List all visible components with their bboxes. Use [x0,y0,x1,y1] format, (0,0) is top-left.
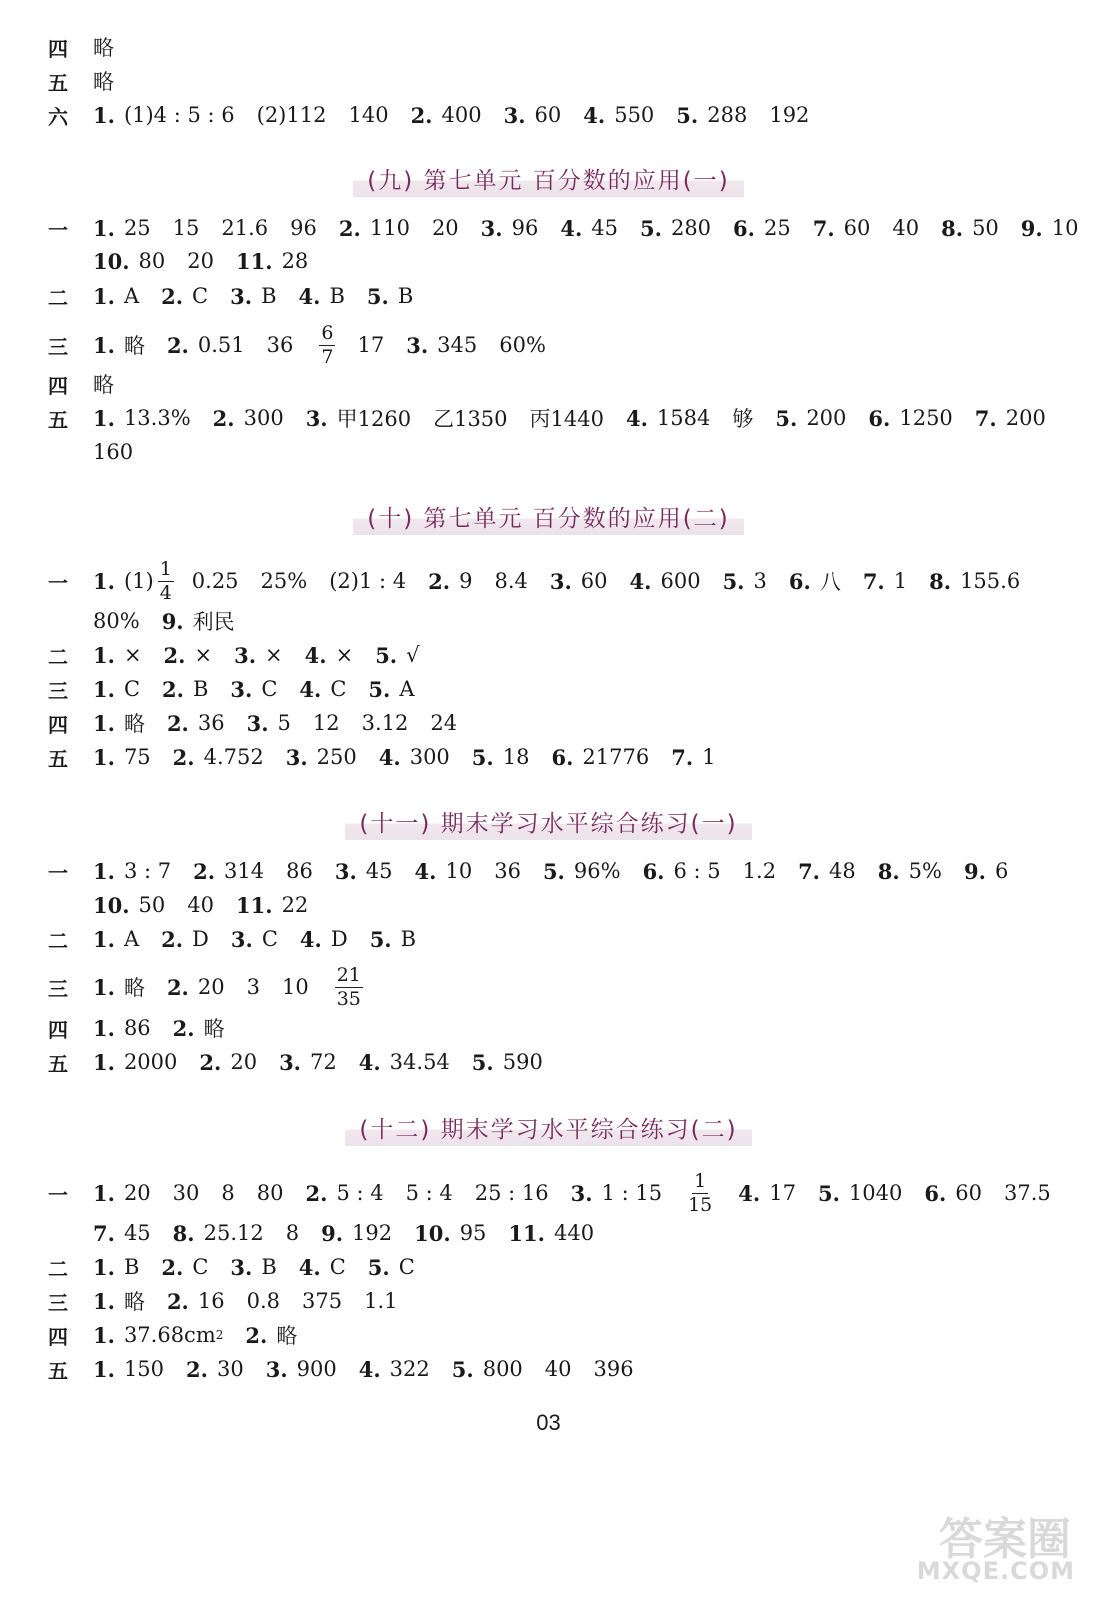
answer-item: 9. 10 [1020,215,1079,241]
answer-item: 1. × [93,642,142,668]
answers [93,643,442,668]
answer-item: 1. A [93,926,140,952]
answer-item: 5. B [369,926,417,952]
section-title: (十) 第七单元 百分数的应用(二) [353,498,744,535]
answer-item: 4. 550 [583,102,655,128]
answers [93,1050,565,1075]
answers: 1. 略 2. 0.51 36 $\frac{6}{7}$ 17 3. 345 60% [93,321,546,368]
section-11-header [0,803,1097,840]
answers [93,708,479,738]
answer-item: 2. 30 [186,1356,244,1382]
page-number: 03 [536,1410,561,1435]
answers [93,249,330,274]
answer-item: 4. × [304,642,354,668]
answer-item: 2. 16 0.8 375 1.1 [166,1288,398,1314]
answer-item: 4. 17 [738,1180,796,1206]
answer-item: 3. 72 [279,1049,337,1075]
answer-item: 1. 2000 [93,1049,178,1075]
answer-item: 8. 50 [941,215,999,241]
answer-item: 3. 45 [334,858,393,884]
answer-item: 3. C [230,926,278,952]
answer-item: 5. C [367,1254,415,1280]
answers [93,1013,247,1043]
section-title: (十一) 期末学习水平综合练习(一) [345,803,751,840]
answer-item: 3. 250 [285,744,357,770]
answers [93,927,438,952]
fraction: $\frac{6}{7}$ [321,321,334,368]
answer-item: 11. 440 [508,1220,595,1246]
answer-item: 5. B [366,283,414,309]
answer-item: 2. 110 20 [338,215,459,241]
answer-item: 3. B [230,1254,277,1280]
answer-item: 2. 314 86 [193,858,313,884]
answers [93,1255,437,1280]
answer-item: 4. 322 [358,1356,430,1382]
answer-item: 7. 45 [93,1220,151,1246]
answers [93,745,738,770]
answer-item: 2. 36 [166,710,225,736]
answer-item: 3. × [234,642,283,668]
answer-item: 2. 400 [410,102,482,128]
answer-item: 2. C [161,283,209,309]
answers [93,284,435,309]
answers [93,1286,420,1316]
answer-item: 4. 600 [629,568,701,594]
answer-item: 2. B [162,676,209,702]
answer-item: 2. 9 8.4 [428,568,528,594]
answer-item: 2. × [163,642,213,668]
answer-item: 8. 5% [877,858,942,884]
section-10-header [0,498,1097,535]
answer-item: 4. 300 [378,744,450,770]
answer-item: 6. 6 : 5 1.2 [642,858,777,884]
section-12-header [0,1109,1097,1146]
answer-item: 9. 192 [321,1220,393,1246]
answers: 1. 37.68cm 2 2. 略 [93,1322,298,1348]
answer-item: 7. 48 [798,858,856,884]
answer-item: 2. 略 [172,1015,225,1041]
answer-item: 7. 1 [862,568,908,594]
fraction: $\frac{21}{35}$ [336,963,361,1010]
answer-item: 10. 80 20 [93,248,215,274]
answer-item: 6. 1250 [868,405,953,431]
answer-item: 7. 60 40 [812,215,920,241]
answer-item: 5. A [368,676,415,702]
answer-item: 6. 21776 [551,744,650,770]
section-title: (九) 第七单元 百分数的应用(一) [353,160,744,197]
watermark-logo: 答案圈 MXQE.COM [916,1514,1075,1585]
answer-item: 5. 200 [775,405,847,431]
answer-item: 1. 75 [93,744,151,770]
answer-item: 2. C [161,1254,209,1280]
fraction: $\frac{1}{15}$ [688,1169,713,1216]
answer-item: 2. 20 [199,1049,258,1075]
answer-item: 8. 155.6 [929,568,1021,594]
answer-item: 1. 略 [93,1288,145,1314]
answer-item: 1. 86 [93,1015,151,1041]
answer-item: 11. 28 [236,248,309,274]
answer-item: 5. √ [375,642,420,668]
answer-item: 1. 略 [93,710,145,736]
section-9-header [0,160,1097,197]
answer-item: 3. B [230,283,277,309]
answer-item: 1. A [93,283,140,309]
answer-item: 5. 590 [471,1049,543,1075]
answers [93,677,437,702]
answer-item: 2. 4.752 [172,744,264,770]
answer-item: 1. C [93,676,141,702]
answer-item: 1. 150 [93,1356,165,1382]
answer-item: 2. D [161,926,209,952]
answers [93,1357,656,1382]
answer-item: 10. 50 40 [93,892,215,918]
answer-item: 11. 22 [236,892,309,918]
answer-item: 7. 1 [671,744,716,770]
answer-item: 6. 25 [733,215,791,241]
answers [93,103,831,128]
answer-item: 5. 18 [471,744,530,770]
answers [93,216,1097,241]
answer-item: 5. 3 [722,568,767,594]
answer-item: 3. 60 [549,568,608,594]
answer-item: 1. (1)4 : 5 : 6 (2)112 140 [93,102,389,128]
answer-item: 3. 5 12 3.12 24 [246,710,458,736]
answer-item: 5. 280 [640,215,712,241]
answer-item: 4. 34.54 [358,1049,450,1075]
answers [93,859,1030,884]
answer-item: 5. 288 192 [676,102,810,128]
answers [93,893,330,918]
answer-item: 1. 25 15 21.6 96 [93,215,317,241]
answer-item: 5. 96% [542,858,621,884]
answer-item: 5. 800 40 396 [451,1356,634,1382]
answer-item: 4. C [298,1254,346,1280]
answer-item: 4. 10 36 [414,858,521,884]
answer-item: 6. 60 37.5 [924,1180,1051,1206]
answer-item: 10. 95 [414,1220,487,1246]
answer-item: 1. 3 : 7 [93,858,172,884]
answer-item: 3. C [230,676,278,702]
answers: 1. 略 2. 20 3 10 $\frac{21}{35}$ [93,963,361,1010]
fraction: $\frac{1}{4}$ [159,557,172,604]
answer-item: 6. 八 [788,568,841,594]
section-title: (十二) 期末学习水平综合练习(二) [345,1109,751,1146]
answer-item: 9. 6 [964,858,1009,884]
answer-item: 8. 25.12 8 [172,1220,300,1246]
answer-item: 7. 200 [974,405,1046,431]
answer-item: 1. B [93,1254,140,1280]
answer-item: 3. 96 [480,215,539,241]
answer-item: 3. 甲1260 乙1350 丙1440 [305,405,604,431]
answers: 1. 20 30 8 80 2. 5 : 4 5 : 4 25 : 16 3. 1 : 15 $\frac{1}{15}$ 4. 17 5. 1040 6. 60 37.5 [93,1169,1051,1216]
answers [93,403,1068,433]
answers [93,1221,616,1246]
answer-item: 3. 900 [265,1356,337,1382]
answer-item: 4. B [298,283,345,309]
answer-item: 4. 1584 够 [625,405,754,431]
answer-item: 4. 45 [560,215,619,241]
answer-item: 5. 1040 [817,1180,903,1206]
answer-item: 2. 300 [212,405,284,431]
answer-item: 4. C [299,676,347,702]
answer-item: 1. 13.3% [93,405,191,431]
answer-item: 3. 60 [503,102,562,128]
answers: 1. (1) $\frac{1}{4}$ 0.25 25% (2)1 : 4 2. 9 8.4 3. 60 4. 600 5. 3 6. 八 7. 1 8. 155.6 [93,557,1021,604]
answer-item: 4. D [299,926,348,952]
